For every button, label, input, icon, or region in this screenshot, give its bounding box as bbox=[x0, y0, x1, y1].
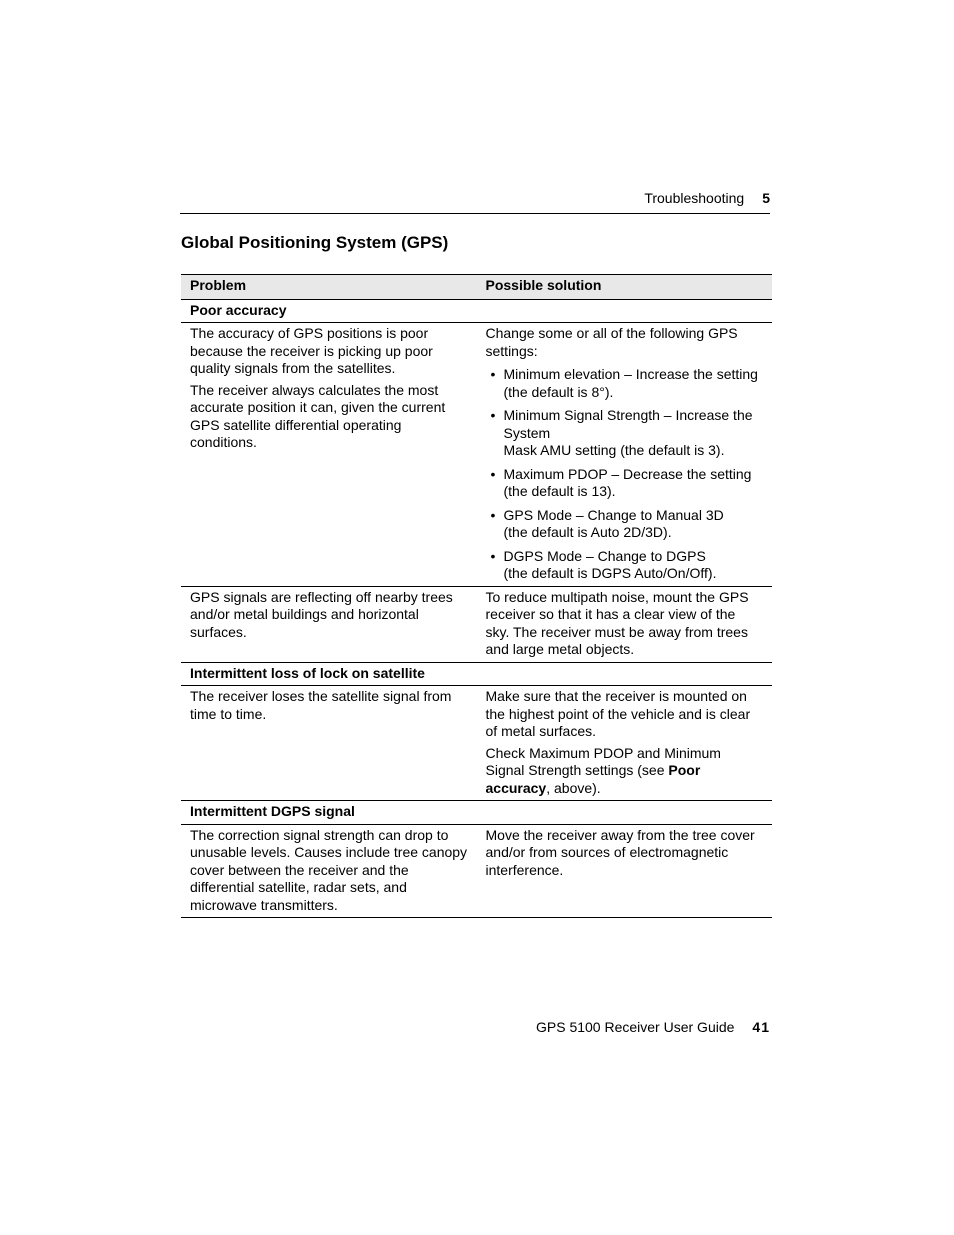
column-header-problem: Problem bbox=[181, 275, 477, 300]
guide-title: GPS 5100 Receiver User Guide bbox=[535, 1019, 735, 1035]
solution-text: , above). bbox=[546, 779, 601, 796]
solution-intro: Change some or all of the following GPS settings: bbox=[485, 325, 738, 359]
group-row-dgps-signal bbox=[181, 801, 772, 825]
solution-cell: To reduce multipath noise, mount the GPS receiver so that it has a clear view of the sky. The receiver must be away from trees and large metal objects. bbox=[477, 586, 773, 662]
settings-list bbox=[486, 366, 764, 583]
list-item-text: (the default is Auto 2D/3D). bbox=[503, 524, 672, 540]
problem-paragraph: The receiver always calculates the most accurate position it can, given the current GPS satellite differential operating conditions. bbox=[190, 381, 446, 450]
table-row bbox=[181, 586, 772, 662]
cross-reference: Poor accuracy bbox=[485, 762, 701, 796]
problem-cell bbox=[181, 323, 477, 587]
chapter-number: 5 bbox=[762, 190, 770, 206]
list-item-text: (the default is DGPS Auto/On/Off). bbox=[503, 565, 717, 581]
problem-cell: GPS signals are reflecting off nearby trees and/or metal buildings and horizontal surfaces. bbox=[181, 586, 477, 662]
list-item-text: • Minimum Signal Strength – Increase the System bbox=[503, 407, 753, 441]
page-number: 41 bbox=[752, 1019, 770, 1035]
list-item bbox=[486, 466, 764, 501]
list-item-text: Mask AMU setting (the default is 3). bbox=[503, 442, 725, 458]
table-row bbox=[181, 824, 772, 918]
group-row-loss-of-lock bbox=[181, 662, 772, 686]
column-header-solution: Possible solution bbox=[477, 275, 773, 300]
solution-paragraph bbox=[486, 745, 764, 798]
problem-cell: The receiver loses the satellite signal from time to time. bbox=[181, 686, 477, 801]
problem-paragraph: The accuracy of GPS positions is poor because the receiver is picking up poor quality signals from the satellites. bbox=[190, 325, 433, 376]
table-row bbox=[181, 686, 772, 801]
group-row-poor-accuracy bbox=[181, 299, 772, 323]
chapter-title: Troubleshooting bbox=[644, 190, 745, 206]
list-item-text: • Maximum PDOP – Decrease the setting bbox=[503, 465, 752, 482]
list-item-text: • GPS Mode – Change to Manual 3D bbox=[503, 506, 724, 523]
list-item bbox=[486, 407, 764, 460]
group-title: Intermittent loss of lock on satellite bbox=[181, 662, 477, 686]
group-title-empty bbox=[477, 662, 773, 686]
list-item-text: • Minimum elevation – Increase the setting bbox=[503, 366, 758, 382]
solution-cell bbox=[477, 323, 773, 587]
table-row bbox=[181, 323, 772, 587]
list-item-text: • DGPS Mode – Change to DGPS bbox=[503, 547, 706, 564]
list-item bbox=[486, 366, 764, 401]
solution-paragraph: Make sure that the receiver is mounted on the highest point of the vehicle and is clear of metal surfaces. bbox=[485, 688, 751, 739]
solution-cell bbox=[477, 686, 773, 801]
list-item-text: (the default is 8°). bbox=[503, 383, 614, 400]
running-footer bbox=[180, 1019, 770, 1035]
section-title: Global Positioning System (GPS) bbox=[181, 233, 449, 252]
group-title: Poor accuracy bbox=[181, 299, 772, 323]
solution-cell: Move the receiver away from the tree cover and/or from sources of electromagnetic interference. bbox=[477, 824, 773, 918]
group-title: Intermittent DGPS signal bbox=[181, 801, 772, 825]
troubleshooting-table bbox=[181, 274, 772, 918]
table-header-row bbox=[181, 275, 772, 300]
list-item bbox=[486, 548, 764, 583]
problem-cell: The correction signal strength can drop to unusable levels. Causes include tree canopy cover between the receiver and the differential satellite, radar sets, and microwave transmitters. bbox=[181, 824, 477, 918]
list-item bbox=[486, 507, 764, 542]
list-item-text: (the default is 13). bbox=[503, 483, 616, 499]
solution-text: Check Maximum PDOP and Minimum Signal Strength settings (see bbox=[485, 744, 721, 778]
running-header bbox=[180, 190, 770, 214]
